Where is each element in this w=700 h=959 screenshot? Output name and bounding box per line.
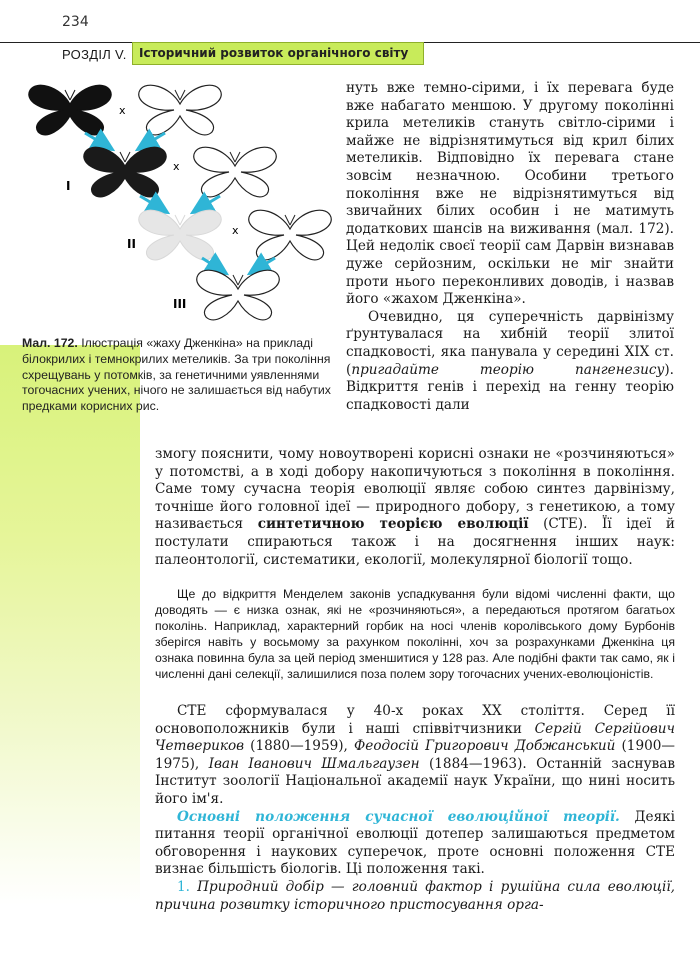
caption-text: Ілюстрація «жаху Дженкіна» на прикладі білокрилих і темнокрилих метеликів. За три покоління схрещувань у потомків, за генетичними уявленнями тогочасних учених, нічого не залишається від набутих предками корисних рис. [22, 336, 331, 414]
small-print-note: Ще до відкриття Менделем законів успадкування були відомі численні факти, що доводять — є низка ознак, які не «розчиняються», а передаються протягом багатьох поколінь. Наприклад, характерний горбик на носі членів королівського дому Бурбонів зберігся навіть у восьмому за рахунком поколінні, хоч за розрахунками Дженкіна ця ознака повинна була за цей період зменшитися у 128 раз. Але подібні факти так само, як і численні дані селекції, залишилися поза полем зору тогочасних учених-еволюціоністів. [155, 587, 675, 681]
cross-symbol: x [119, 104, 126, 117]
paragraph-synthesis: змогу пояснити, чому новоутворені корисні ознаки не «розчиняються» у потомстві, а в ході добору накопичуються з покоління в покоління. Саме тому сучасна теорія еволюції являє собою синтез дарвінізму, точніше його головної ідеї — природного добору, з генетикою, а тому називається синтетичною теорією еволюції (СТЕ). Її ідеї й постулати спираються також і на досягнення інших наук: палеонтології, систематики, екології, молекулярної біології тощо. [155, 446, 675, 568]
page-number: 234 [62, 14, 89, 30]
cross-symbol: x [232, 224, 239, 237]
arrow [195, 196, 220, 211]
arrow [140, 196, 165, 211]
dark-butterfly-gen1 [84, 147, 167, 197]
generation-label: I [66, 179, 71, 193]
light-grey-butterfly-gen2 [139, 210, 222, 260]
arrow [85, 133, 110, 148]
point-number: 1. [177, 878, 190, 895]
green-margin-band [0, 345, 140, 905]
chapter-title: Історичний розвиток органічного світу [132, 42, 424, 65]
paragraph-principles: Основні положення сучасної еволюційної теорії. Деякі питання теорії органічної еволюції дотепер залишаються предметом обговорення і наукових суперечок, проте основні положення СТЕ визнає більшість біологів. Ці положення такі. [155, 808, 675, 878]
lower-text [155, 703, 675, 914]
generation-label: II [127, 237, 136, 251]
point-1: 1. Природний добір — головний фактор і рушійна сила еволюції, причина розвитку історичного пристосування орга- [155, 878, 675, 913]
principles-heading: Основні положення сучасної еволюційної теорії. [177, 808, 620, 825]
right-column [346, 80, 674, 414]
paragraph-ste: СТЕ сформувалася у 40-х роках XX століття. Серед її основоположників були і наші співвітчизники Сергій Сергійович Четвериков (1880—1959), Феодосій Григорович Добжанський (1900—1975), Іван Іванович Шмальгаузен (1884—1963). Останній заснував Інститут зоології Національної академії наук України, що нині носить його ім'я. [155, 703, 675, 807]
paragraph-continuation: нуть вже темно-сірими, і їх перевага буде вже набагато меншою. У другому поколінні крила метеликів стануть світло-сірими і майже не відрізнятимуться від крил білих метеликів. Відповідно їх перевага стане зовсім незначною. Особини третього покоління вже не відрізнятимуться від звичайних білих особин і не матимуть додаткових шансів на виживання (мал. 172). Цей недолік своєї теорії сам Дарвін визнавав дуже серйозним, оскільки не міг знайти проти нього переконливих доводів, і назвав його «жахом Дженкіна». [346, 80, 674, 308]
generation-label: III [173, 297, 187, 311]
white-butterfly [139, 85, 222, 135]
white-butterfly-gen3 [197, 270, 280, 320]
caption-label: Мал. 172. [22, 336, 78, 350]
key-term: синтетичною теорією еволюції [257, 516, 529, 533]
cross-symbol: x [173, 160, 180, 173]
paragraph-contradiction: Очевидно, ця суперечність дарвінізму ґрунтувалася на хибній теорії злитої спадковості, яка панувала у середині XIX ст. (пригадайте теорію пангенезису). Відкриття генів і перехід на генну теорію спадковості дали [346, 308, 674, 413]
white-butterfly [194, 147, 277, 197]
white-butterfly [249, 210, 332, 260]
figure-caption [22, 336, 340, 415]
butterfly-cross-figure [0, 78, 340, 328]
section-label: РОЗДІЛ V. [62, 47, 127, 62]
dark-butterfly [29, 85, 112, 135]
full-width-text [155, 446, 675, 569]
